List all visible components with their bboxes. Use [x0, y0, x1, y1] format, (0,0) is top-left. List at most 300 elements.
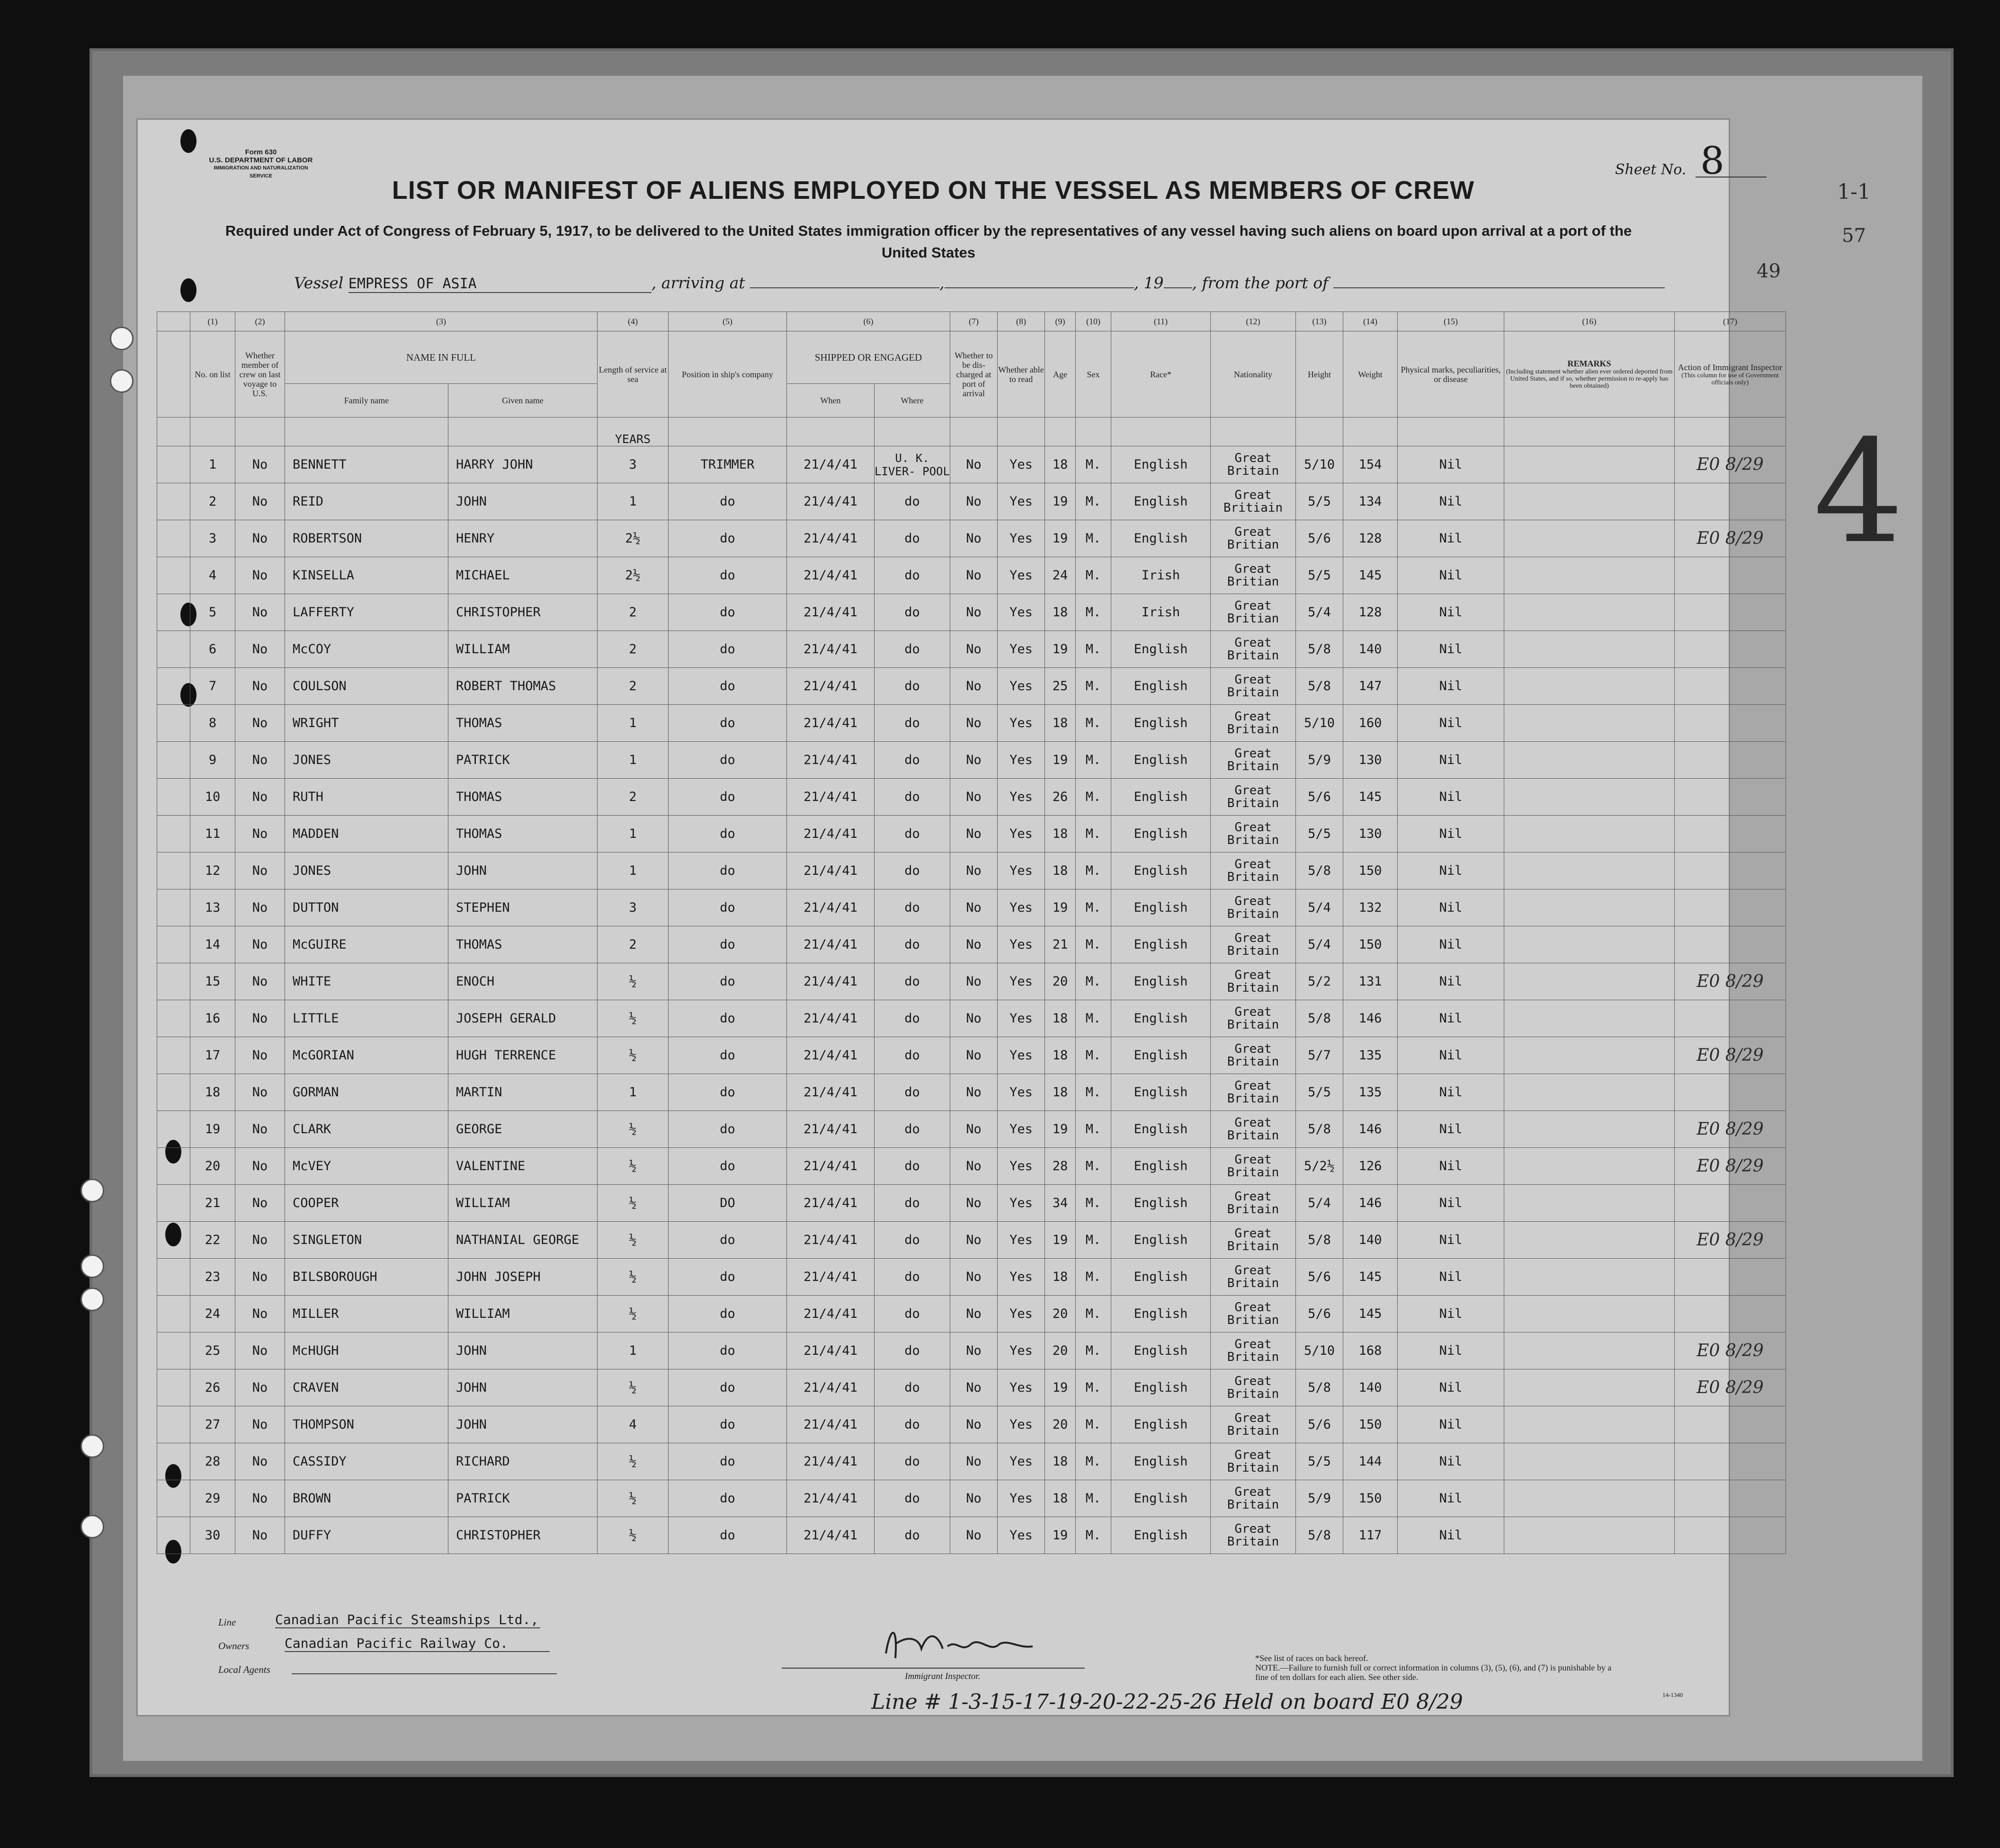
- when-cell: 21/4/41: [787, 1517, 875, 1554]
- weight-cell: 140: [1343, 1369, 1398, 1406]
- discharged-cell: No: [950, 1480, 998, 1517]
- position-cell: do: [669, 1406, 787, 1443]
- row-margin: [157, 594, 190, 631]
- table-row: [157, 557, 1786, 594]
- service-length-cell: ½: [598, 1111, 669, 1148]
- where-cell: do: [875, 1333, 950, 1369]
- table-row: [157, 742, 1786, 779]
- port-label: , from the port of: [1192, 274, 1329, 292]
- position-cell: do: [669, 1333, 787, 1369]
- given-name-cell: THOMAS: [448, 779, 598, 816]
- inspector-action-cell: [1675, 1000, 1786, 1037]
- service-length-cell: 2½: [598, 557, 669, 594]
- nationality-cell: Great Britain: [1211, 1259, 1296, 1296]
- race-cell: English: [1111, 705, 1211, 742]
- physical-marks-cell: Nil: [1398, 520, 1504, 557]
- weight-cell: 117: [1343, 1517, 1398, 1554]
- physical-marks-cell: Nil: [1398, 483, 1504, 520]
- age-cell: 19: [1045, 889, 1076, 926]
- when-cell: 21/4/41: [787, 742, 875, 779]
- row-number: 29: [190, 1480, 235, 1517]
- binder-hole: [80, 1434, 104, 1458]
- where-cell: do: [875, 1259, 950, 1296]
- inspector-action-cell: E0 8/29: [1675, 1333, 1786, 1369]
- line-label: Line: [218, 1617, 236, 1628]
- nationality-cell: Great Britain: [1211, 779, 1296, 816]
- physical-marks-cell: Nil: [1398, 926, 1504, 963]
- row-number: 12: [190, 853, 235, 889]
- service-length-cell: 2: [598, 594, 669, 631]
- row-number: 18: [190, 1074, 235, 1111]
- nationality-cell: Great Britian: [1211, 594, 1296, 631]
- family-name-cell: CLARK: [285, 1111, 448, 1148]
- physical-marks-cell: Nil: [1398, 816, 1504, 853]
- binder-hole: [110, 327, 134, 350]
- table-row: [157, 520, 1786, 557]
- age-cell: 28: [1045, 1148, 1076, 1185]
- col-where: Where: [875, 384, 950, 418]
- row-margin: [157, 1222, 190, 1259]
- row-margin: [157, 1296, 190, 1333]
- where-cell: do: [875, 816, 950, 853]
- weight-cell: 150: [1343, 1480, 1398, 1517]
- discharged-cell: No: [950, 1259, 998, 1296]
- position-cell: do: [669, 1148, 787, 1185]
- row-margin: [157, 1037, 190, 1074]
- when-cell: 21/4/41: [787, 1000, 875, 1037]
- inspector-action-cell: [1675, 853, 1786, 889]
- vessel-name: EMPRESS OF ASIA: [348, 275, 477, 292]
- member-cell: No: [235, 1148, 285, 1185]
- row-margin: [157, 1443, 190, 1480]
- height-cell: 5/2: [1296, 963, 1343, 1000]
- where-cell: do: [875, 1296, 950, 1333]
- row-number: 9: [190, 742, 235, 779]
- weight-cell: 145: [1343, 779, 1398, 816]
- sex-cell: M.: [1076, 1443, 1111, 1480]
- physical-marks-cell: Nil: [1398, 889, 1504, 926]
- member-cell: No: [235, 520, 285, 557]
- sex-cell: M.: [1076, 963, 1111, 1000]
- able-to-read-cell: Yes: [998, 1037, 1045, 1074]
- race-cell: English: [1111, 631, 1211, 668]
- when-cell: 21/4/41: [787, 1111, 875, 1148]
- family-name-cell: COOPER: [285, 1185, 448, 1222]
- race-cell: English: [1111, 1333, 1211, 1369]
- row-margin: [157, 1259, 190, 1296]
- age-cell: 19: [1045, 742, 1076, 779]
- member-cell: No: [235, 1037, 285, 1074]
- handwritten-bottom-note: Line # 1-3-15-17-19-20-22-25-26 Held on board E0 8/29: [871, 1690, 1463, 1714]
- service-length-cell: 1: [598, 853, 669, 889]
- row-number: 26: [190, 1369, 235, 1406]
- nationality-cell: Great Britain: [1211, 853, 1296, 889]
- where-cell: do: [875, 483, 950, 520]
- where-cell: do: [875, 1000, 950, 1037]
- service-length-cell: ½: [598, 1480, 669, 1517]
- position-cell: do: [669, 1037, 787, 1074]
- row-margin: [157, 1480, 190, 1517]
- race-cell: English: [1111, 889, 1211, 926]
- race-cell: English: [1111, 1443, 1211, 1480]
- inspector-action-cell: [1675, 1074, 1786, 1111]
- discharged-cell: No: [950, 631, 998, 668]
- sex-cell: M.: [1076, 889, 1111, 926]
- local-agents-label: Local Agents: [218, 1664, 270, 1675]
- discharged-cell: No: [950, 668, 998, 705]
- weight-cell: 144: [1343, 1443, 1398, 1480]
- row-margin: [157, 631, 190, 668]
- when-cell: 21/4/41: [787, 889, 875, 926]
- remarks-cell: [1504, 1480, 1675, 1517]
- table-row: [157, 1074, 1786, 1111]
- race-cell: English: [1111, 926, 1211, 963]
- given-name-cell: JOSEPH GERALD: [448, 1000, 598, 1037]
- nationality-cell: Great Britain: [1211, 705, 1296, 742]
- nationality-cell: Great Britain: [1211, 926, 1296, 963]
- race-cell: English: [1111, 1222, 1211, 1259]
- sex-cell: M.: [1076, 1000, 1111, 1037]
- years-row: [157, 418, 1786, 446]
- service-length-cell: ½: [598, 1185, 669, 1222]
- able-to-read-cell: Yes: [998, 1000, 1045, 1037]
- family-name-cell: COULSON: [285, 668, 448, 705]
- member-cell: No: [235, 594, 285, 631]
- row-margin: [157, 889, 190, 926]
- remarks-cell: [1504, 889, 1675, 926]
- weight-cell: 135: [1343, 1074, 1398, 1111]
- where-cell: do: [875, 779, 950, 816]
- service-length-cell: ½: [598, 1517, 669, 1554]
- service-length-cell: 1: [598, 705, 669, 742]
- inspector-label: Immigrant Inspector.: [905, 1671, 981, 1681]
- when-cell: 21/4/41: [787, 1148, 875, 1185]
- crew-manifest-table: [157, 311, 1786, 1554]
- where-cell: U. K. LIVER- POOL: [875, 446, 950, 483]
- given-name-cell: GEORGE: [448, 1111, 598, 1148]
- race-cell: English: [1111, 668, 1211, 705]
- weight-cell: 128: [1343, 520, 1398, 557]
- race-cell: English: [1111, 1000, 1211, 1037]
- race-cell: English: [1111, 1517, 1211, 1554]
- discharged-cell: No: [950, 963, 998, 1000]
- row-number: 17: [190, 1037, 235, 1074]
- given-name-cell: WILLIAM: [448, 1296, 598, 1333]
- sex-cell: M.: [1076, 520, 1111, 557]
- weight-cell: 160: [1343, 705, 1398, 742]
- race-cell: English: [1111, 853, 1211, 889]
- where-cell: do: [875, 1074, 950, 1111]
- height-cell: 5/5: [1296, 1074, 1343, 1111]
- discharged-cell: No: [950, 1111, 998, 1148]
- family-name-cell: WRIGHT: [285, 705, 448, 742]
- table-row: [157, 816, 1786, 853]
- able-to-read-cell: Yes: [998, 1296, 1045, 1333]
- member-cell: No: [235, 1111, 285, 1148]
- able-to-read-cell: Yes: [998, 1406, 1045, 1443]
- sex-cell: M.: [1076, 853, 1111, 889]
- discharged-cell: No: [950, 1296, 998, 1333]
- inspector-action-cell: [1675, 1406, 1786, 1443]
- table-row: [157, 1369, 1786, 1406]
- sex-cell: M.: [1076, 668, 1111, 705]
- member-cell: No: [235, 1000, 285, 1037]
- height-cell: 5/5: [1296, 1443, 1343, 1480]
- height-cell: 5/10: [1296, 705, 1343, 742]
- table-row: [157, 1333, 1786, 1369]
- vessel-row: Vessel EMPRESS OF ASIA , arriving at , , 19 , from the port of: [294, 274, 1665, 293]
- physical-marks-cell: Nil: [1398, 1517, 1504, 1554]
- service-length-cell: ½: [598, 1148, 669, 1185]
- position-cell: do: [669, 889, 787, 926]
- given-name-cell: STEPHEN: [448, 889, 598, 926]
- member-cell: No: [235, 557, 285, 594]
- table-row: [157, 1148, 1786, 1185]
- member-cell: No: [235, 668, 285, 705]
- inspector-action-cell: E0 8/29: [1675, 1148, 1786, 1185]
- where-cell: do: [875, 889, 950, 926]
- when-cell: 21/4/41: [787, 853, 875, 889]
- col-member-last-voyage: Whether member of crew on last voyage to U.S.: [235, 331, 285, 418]
- age-cell: 34: [1045, 1185, 1076, 1222]
- member-cell: No: [235, 1443, 285, 1480]
- row-number: 11: [190, 816, 235, 853]
- sex-cell: M.: [1076, 1148, 1111, 1185]
- able-to-read-cell: Yes: [998, 668, 1045, 705]
- race-cell: English: [1111, 1296, 1211, 1333]
- sex-cell: M.: [1076, 446, 1111, 483]
- family-name-cell: JONES: [285, 742, 448, 779]
- family-name-cell: McHUGH: [285, 1333, 448, 1369]
- inspector-action-cell: [1675, 742, 1786, 779]
- weight-cell: 145: [1343, 557, 1398, 594]
- height-cell: 5/5: [1296, 483, 1343, 520]
- race-cell: English: [1111, 779, 1211, 816]
- row-margin: [157, 1406, 190, 1443]
- able-to-read-cell: Yes: [998, 1369, 1045, 1406]
- member-cell: No: [235, 889, 285, 926]
- race-cell: English: [1111, 483, 1211, 520]
- weight-cell: 150: [1343, 853, 1398, 889]
- nationality-cell: Great Britain: [1211, 1222, 1296, 1259]
- member-cell: No: [235, 816, 285, 853]
- family-name-cell: McCOY: [285, 631, 448, 668]
- remarks-cell: [1504, 742, 1675, 779]
- table-row: [157, 779, 1786, 816]
- position-cell: do: [669, 1296, 787, 1333]
- row-margin: [157, 668, 190, 705]
- race-cell: English: [1111, 520, 1211, 557]
- when-cell: 21/4/41: [787, 1222, 875, 1259]
- able-to-read-cell: Yes: [998, 520, 1045, 557]
- inspector-action-cell: [1675, 779, 1786, 816]
- inspector-action-cell: [1675, 926, 1786, 963]
- row-number: 15: [190, 963, 235, 1000]
- height-cell: 5/8: [1296, 1111, 1343, 1148]
- age-cell: 26: [1045, 779, 1076, 816]
- race-cell: Irish: [1111, 594, 1211, 631]
- owners-value: Canadian Pacific Railway Co.: [285, 1635, 550, 1652]
- given-name-cell: THOMAS: [448, 705, 598, 742]
- col-when: When: [787, 384, 875, 418]
- member-cell: No: [235, 1074, 285, 1111]
- given-name-cell: JOHN: [448, 1369, 598, 1406]
- weight-cell: 150: [1343, 926, 1398, 963]
- page-title: LIST OR MANIFEST OF ALIENS EMPLOYED ON THE VESSEL AS MEMBERS OF CREW: [392, 176, 1475, 204]
- member-cell: No: [235, 446, 285, 483]
- when-cell: 21/4/41: [787, 520, 875, 557]
- discharged-cell: No: [950, 926, 998, 963]
- footer-notes: *See list of races on back hereof. NOTE.—Failure to furnish full or correct information in columns (3), (5), (6), and (7) is punishable by a fine of ten dollars for each alien. See other side.: [1255, 1653, 1612, 1682]
- discharged-cell: No: [950, 1037, 998, 1074]
- physical-marks-cell: Nil: [1398, 1369, 1504, 1406]
- row-number: 7: [190, 668, 235, 705]
- position-cell: do: [669, 1074, 787, 1111]
- physical-marks-cell: Nil: [1398, 1074, 1504, 1111]
- weight-cell: 145: [1343, 1296, 1398, 1333]
- weight-cell: 135: [1343, 1037, 1398, 1074]
- able-to-read-cell: Yes: [998, 1148, 1045, 1185]
- given-name-cell: MICHAEL: [448, 557, 598, 594]
- race-cell: English: [1111, 1074, 1211, 1111]
- able-to-read-cell: Yes: [998, 1443, 1045, 1480]
- age-cell: 18: [1045, 853, 1076, 889]
- weight-cell: 146: [1343, 1185, 1398, 1222]
- inspector-action-cell: E0 8/29: [1675, 520, 1786, 557]
- row-margin: [157, 557, 190, 594]
- inspector-action-cell: [1675, 816, 1786, 853]
- able-to-read-cell: Yes: [998, 1074, 1045, 1111]
- height-cell: 5/4: [1296, 1185, 1343, 1222]
- member-cell: No: [235, 705, 285, 742]
- discharged-cell: No: [950, 557, 998, 594]
- where-cell: do: [875, 1185, 950, 1222]
- sex-cell: M.: [1076, 1111, 1111, 1148]
- table-row: [157, 668, 1786, 705]
- given-name-cell: ENOCH: [448, 963, 598, 1000]
- age-cell: 24: [1045, 557, 1076, 594]
- discharged-cell: No: [950, 816, 998, 853]
- height-cell: 5/9: [1296, 742, 1343, 779]
- where-cell: do: [875, 557, 950, 594]
- position-cell: do: [669, 853, 787, 889]
- member-cell: No: [235, 1406, 285, 1443]
- race-cell: Irish: [1111, 557, 1211, 594]
- row-margin: [157, 1074, 190, 1111]
- discharged-cell: No: [950, 1406, 998, 1443]
- sex-cell: M.: [1076, 1185, 1111, 1222]
- row-number: 30: [190, 1517, 235, 1554]
- discharged-cell: No: [950, 446, 998, 483]
- where-cell: do: [875, 926, 950, 963]
- given-name-cell: JOHN: [448, 1406, 598, 1443]
- nationality-cell: Great Britain: [1211, 1111, 1296, 1148]
- remarks-cell: [1504, 446, 1675, 483]
- col-weight: Weight: [1343, 331, 1398, 418]
- binder-hole: [80, 1288, 104, 1311]
- col-given-name: Given name: [448, 384, 598, 418]
- age-cell: 19: [1045, 1222, 1076, 1259]
- physical-marks-cell: Nil: [1398, 742, 1504, 779]
- col-height: Height: [1296, 331, 1343, 418]
- discharged-cell: No: [950, 1369, 998, 1406]
- nationality-cell: Great Britain: [1211, 446, 1296, 483]
- member-cell: No: [235, 631, 285, 668]
- row-number: 3: [190, 520, 235, 557]
- member-cell: No: [235, 483, 285, 520]
- remarks-cell: [1504, 557, 1675, 594]
- years-label: YEARS: [598, 418, 669, 446]
- age-cell: 20: [1045, 1296, 1076, 1333]
- height-cell: 5/8: [1296, 1000, 1343, 1037]
- table-row: [157, 889, 1786, 926]
- weight-cell: 145: [1343, 1259, 1398, 1296]
- when-cell: 21/4/41: [787, 557, 875, 594]
- member-cell: No: [235, 1369, 285, 1406]
- table-row: [157, 963, 1786, 1000]
- physical-marks-cell: Nil: [1398, 1111, 1504, 1148]
- where-cell: do: [875, 1148, 950, 1185]
- table-row: [157, 1480, 1786, 1517]
- given-name-cell: HUGH TERRENCE: [448, 1037, 598, 1074]
- height-cell: 5/8: [1296, 853, 1343, 889]
- sex-cell: M.: [1076, 1222, 1111, 1259]
- family-name-cell: CRAVEN: [285, 1369, 448, 1406]
- age-cell: 19: [1045, 520, 1076, 557]
- row-margin: [157, 1333, 190, 1369]
- inspector-action-cell: E0 8/29: [1675, 1369, 1786, 1406]
- service-length-cell: 3: [598, 446, 669, 483]
- age-cell: 19: [1045, 1111, 1076, 1148]
- family-name-cell: McGUIRE: [285, 926, 448, 963]
- remarks-cell: [1504, 668, 1675, 705]
- physical-marks-cell: Nil: [1398, 1259, 1504, 1296]
- table-row: [157, 1296, 1786, 1333]
- service-length-cell: 1: [598, 483, 669, 520]
- family-name-cell: WHITE: [285, 963, 448, 1000]
- margin-note-2: 57: [1842, 225, 1866, 247]
- sheet-number: 8: [1700, 139, 1724, 183]
- when-cell: 21/4/41: [787, 1369, 875, 1406]
- nationality-cell: Great Britain: [1211, 1185, 1296, 1222]
- race-cell: English: [1111, 1037, 1211, 1074]
- age-cell: 21: [1045, 926, 1076, 963]
- height-cell: 5/6: [1296, 520, 1343, 557]
- age-cell: 18: [1045, 446, 1076, 483]
- able-to-read-cell: Yes: [998, 705, 1045, 742]
- nationality-cell: Great Britain: [1211, 631, 1296, 668]
- physical-marks-cell: Nil: [1398, 557, 1504, 594]
- when-cell: 21/4/41: [787, 779, 875, 816]
- remarks-cell: [1504, 1296, 1675, 1333]
- weight-cell: 130: [1343, 742, 1398, 779]
- given-name-cell: VALENTINE: [448, 1148, 598, 1185]
- age-cell: 18: [1045, 1000, 1076, 1037]
- given-name-cell: JOHN: [448, 1333, 598, 1369]
- weight-cell: 146: [1343, 1000, 1398, 1037]
- row-margin: [157, 926, 190, 963]
- weight-cell: 168: [1343, 1333, 1398, 1369]
- position-cell: do: [669, 926, 787, 963]
- able-to-read-cell: Yes: [998, 816, 1045, 853]
- position-cell: do: [669, 557, 787, 594]
- age-cell: 19: [1045, 1369, 1076, 1406]
- table-row: [157, 1517, 1786, 1554]
- row-margin: [157, 483, 190, 520]
- inspector-signature: [876, 1620, 1056, 1668]
- position-cell: TRIMMER: [669, 446, 787, 483]
- table-row: [157, 1222, 1786, 1259]
